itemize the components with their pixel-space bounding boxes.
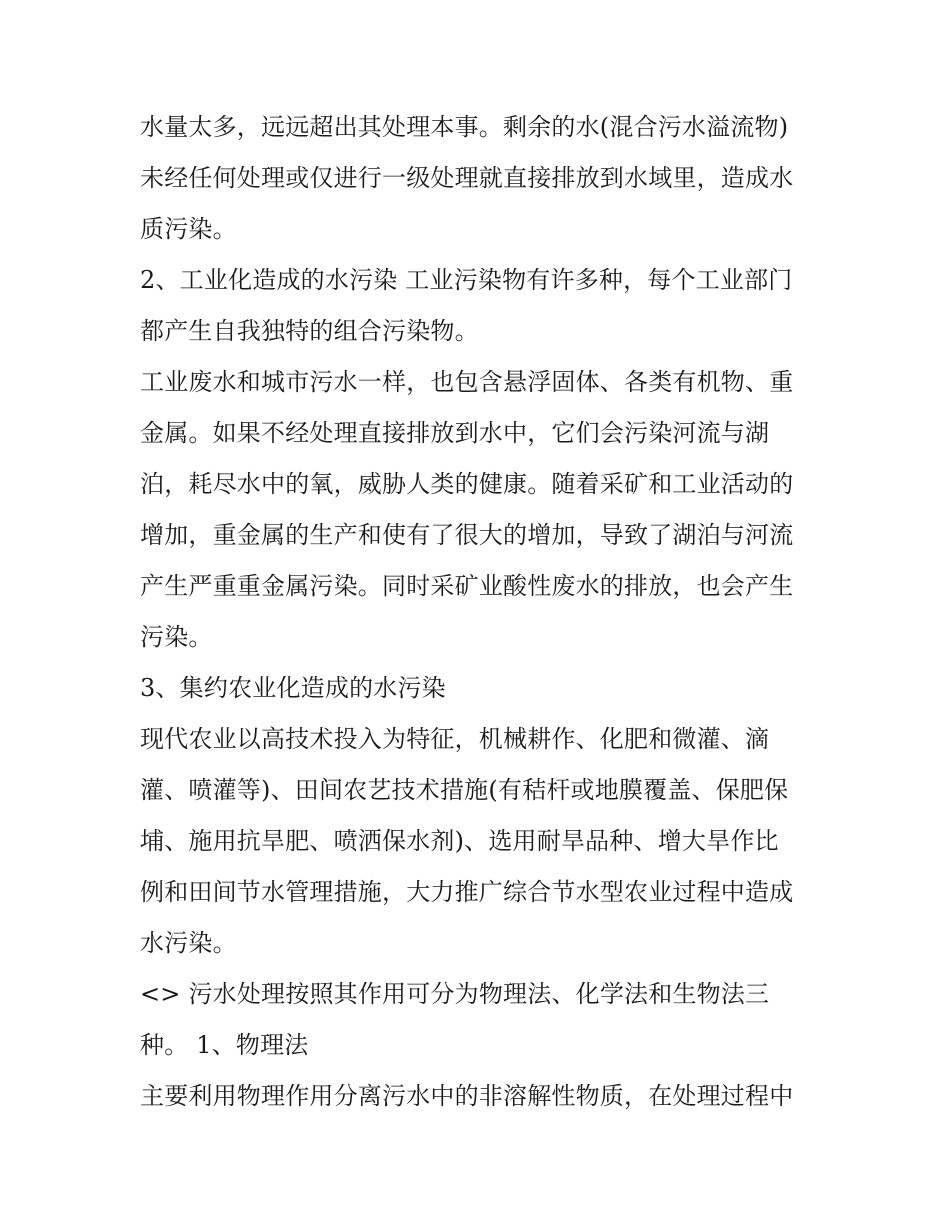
text-line: 金属。如果不经处理直接排放到水中，它们会污染河流与湖 <box>140 419 770 447</box>
text-line: <> 污水处理按照其作用可分为物理法、化学法和生物法三 <box>140 980 770 1008</box>
text-line: 污染。 <box>140 623 213 651</box>
text-line: 未经任何处理或仅进行一级处理就直接排放到水域里，造成水 <box>140 164 794 192</box>
text-line: 泊，耗尽水中的氧，威胁人类的健康。随着采矿和工业活动的 <box>140 470 794 498</box>
text-line: 埔、施用抗旱肥、喷洒保水剂)、选用耐旱品种、增大旱作比 <box>140 827 779 855</box>
text-line: 工业废水和城市污水一样，也包含悬浮固体、各类有机物、重 <box>140 368 794 396</box>
text-line: 灌、喷灌等)、田间农艺技术措施(有秸杆或地膜覆盖、保肥保 <box>140 776 789 804</box>
text-line: 现代农业以高技术投入为特征，机械耕作、化肥和微灌、滴 <box>140 725 770 753</box>
section-heading-line: 2、工业化造成的水污染 工业污染物有许多种，每个工业部门 <box>140 266 793 294</box>
text-line: 例和田间节水管理措施，大力推广综合节水型农业过程中造成 <box>140 878 794 906</box>
text-line: 质污染。 <box>140 215 237 243</box>
text-line: 产生严重重金属污染。同时采矿业酸性废水的排放，也会产生 <box>140 572 794 600</box>
section-heading-line: 3、集约农业化造成的水污染 <box>140 674 446 702</box>
section-heading-line: 种。 1、物理法 <box>140 1031 309 1059</box>
text-line: 水量太多，远远超出其处理本事。剩余的水(混合污水溢流物) <box>140 113 789 141</box>
text-line: 水污染。 <box>140 929 237 957</box>
text-line: 增加，重金属的生产和使有了很大的增加，导致了湖泊与河流 <box>140 521 794 549</box>
text-line: 主要利用物理作用分离污水中的非溶解性物质，在处理过程中 <box>140 1082 794 1110</box>
text-line: 都产生自我独特的组合污染物。 <box>140 317 479 345</box>
